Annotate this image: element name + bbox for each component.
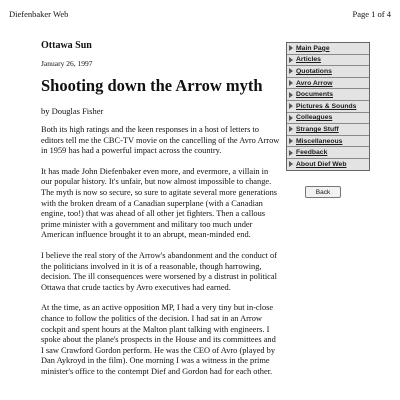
article-paragraph: It has made John Diefenbaker even more, and evermore, a villain in our popular history. It's unfair, but now almost impossible to change. The myth is now so secure, so sure to agitate several more generations with the broken dream of a Canadian superplane (with a Canadian engine, too!) that was ahead of all other jet fighters. Then a callous prime minister with a government and military too much under American influence brought it to an abrupt, mean-minded end. [41, 166, 278, 240]
print-header [9, 9, 391, 21]
nav-item-label: Main Page [296, 44, 330, 52]
nav-item-label: Colleagues [296, 114, 333, 122]
triangle-bullet-icon [289, 138, 293, 144]
back-button[interactable]: Back [305, 186, 341, 198]
nav-item-quotations[interactable] [287, 66, 369, 78]
nav-item-colleagues[interactable] [287, 113, 369, 125]
triangle-bullet-icon [289, 68, 293, 74]
nav-item-label: Quotations [296, 67, 332, 75]
article-paragraph: At the time, as an active opposition MP, I had a very tiny but in-close chance to follow the politics of the decision. I had sat in an Arrow cockpit and spent hours at the Malton plant talking with engineers. I spoke about the plane's prospects in the House and its committees and I saw Crawford Gordon perform. He was the CEO of Avro (played by Dan Aykroyd in the film). One morning I was a witness in the prime minister's office to the contempt Dief and Gordon had for each other. [41, 303, 276, 376]
nav-item-miscellaneous[interactable] [287, 136, 369, 148]
nav-item-main-page[interactable] [287, 43, 369, 55]
article-paragraph: I believe the real story of the Arrow's abandonment and the conduct of the politicians involved in it is of a reasonable, though harrowing, decision. The ill consequences were worsened by a distrust in political Ottawa that crude tactics by Avro executives had earned. [41, 250, 277, 292]
triangle-bullet-icon [289, 45, 293, 51]
article-byline: by Douglas Fisher [41, 106, 104, 116]
nav-item-label: Miscellaneous [296, 137, 343, 145]
nav-item-label: Strange Stuff [296, 125, 339, 133]
page-number: Page 1 of 4 [352, 9, 391, 19]
nav-item-label: Documents [296, 91, 334, 99]
site-title: Diefenbaker Web [9, 9, 69, 19]
triangle-bullet-icon [289, 92, 293, 98]
article [41, 40, 280, 377]
nav-item-articles[interactable] [287, 55, 369, 67]
triangle-bullet-icon [289, 103, 293, 109]
triangle-bullet-icon [289, 115, 293, 121]
nav-item-label: Feedback [296, 149, 328, 157]
nav-item-pictures-sounds[interactable] [287, 101, 369, 113]
nav-item-avro-arrow[interactable] [287, 78, 369, 90]
nav-item-about-dief-web[interactable] [287, 159, 369, 170]
nav-item-label: Pictures & Sounds [296, 102, 357, 110]
triangle-bullet-icon [289, 57, 293, 63]
triangle-bullet-icon [289, 161, 293, 167]
nav-item-label: Articles [296, 56, 321, 64]
nav-item-documents[interactable] [287, 89, 369, 101]
nav-item-feedback[interactable] [287, 147, 369, 159]
triangle-bullet-icon [289, 80, 293, 86]
article-date: January 26, 1997 [41, 59, 93, 68]
nav-item-label: Avro Arrow [296, 79, 333, 87]
nav-item-strange-stuff[interactable] [287, 124, 369, 136]
article-paragraph: Both its high ratings and the keen responses in a host of letters to editors tell me the CBC-TV movie on the cancelling of the Avro Arrow in 1959 has had a powerful impact across the country. [41, 125, 280, 156]
nav-menu [286, 42, 370, 171]
article-source: Ottawa Sun [41, 40, 92, 51]
article-headline: Shooting down the Arrow myth [41, 76, 263, 95]
nav-item-label: About Dief Web [296, 160, 347, 168]
triangle-bullet-icon [289, 150, 293, 156]
triangle-bullet-icon [289, 126, 293, 132]
